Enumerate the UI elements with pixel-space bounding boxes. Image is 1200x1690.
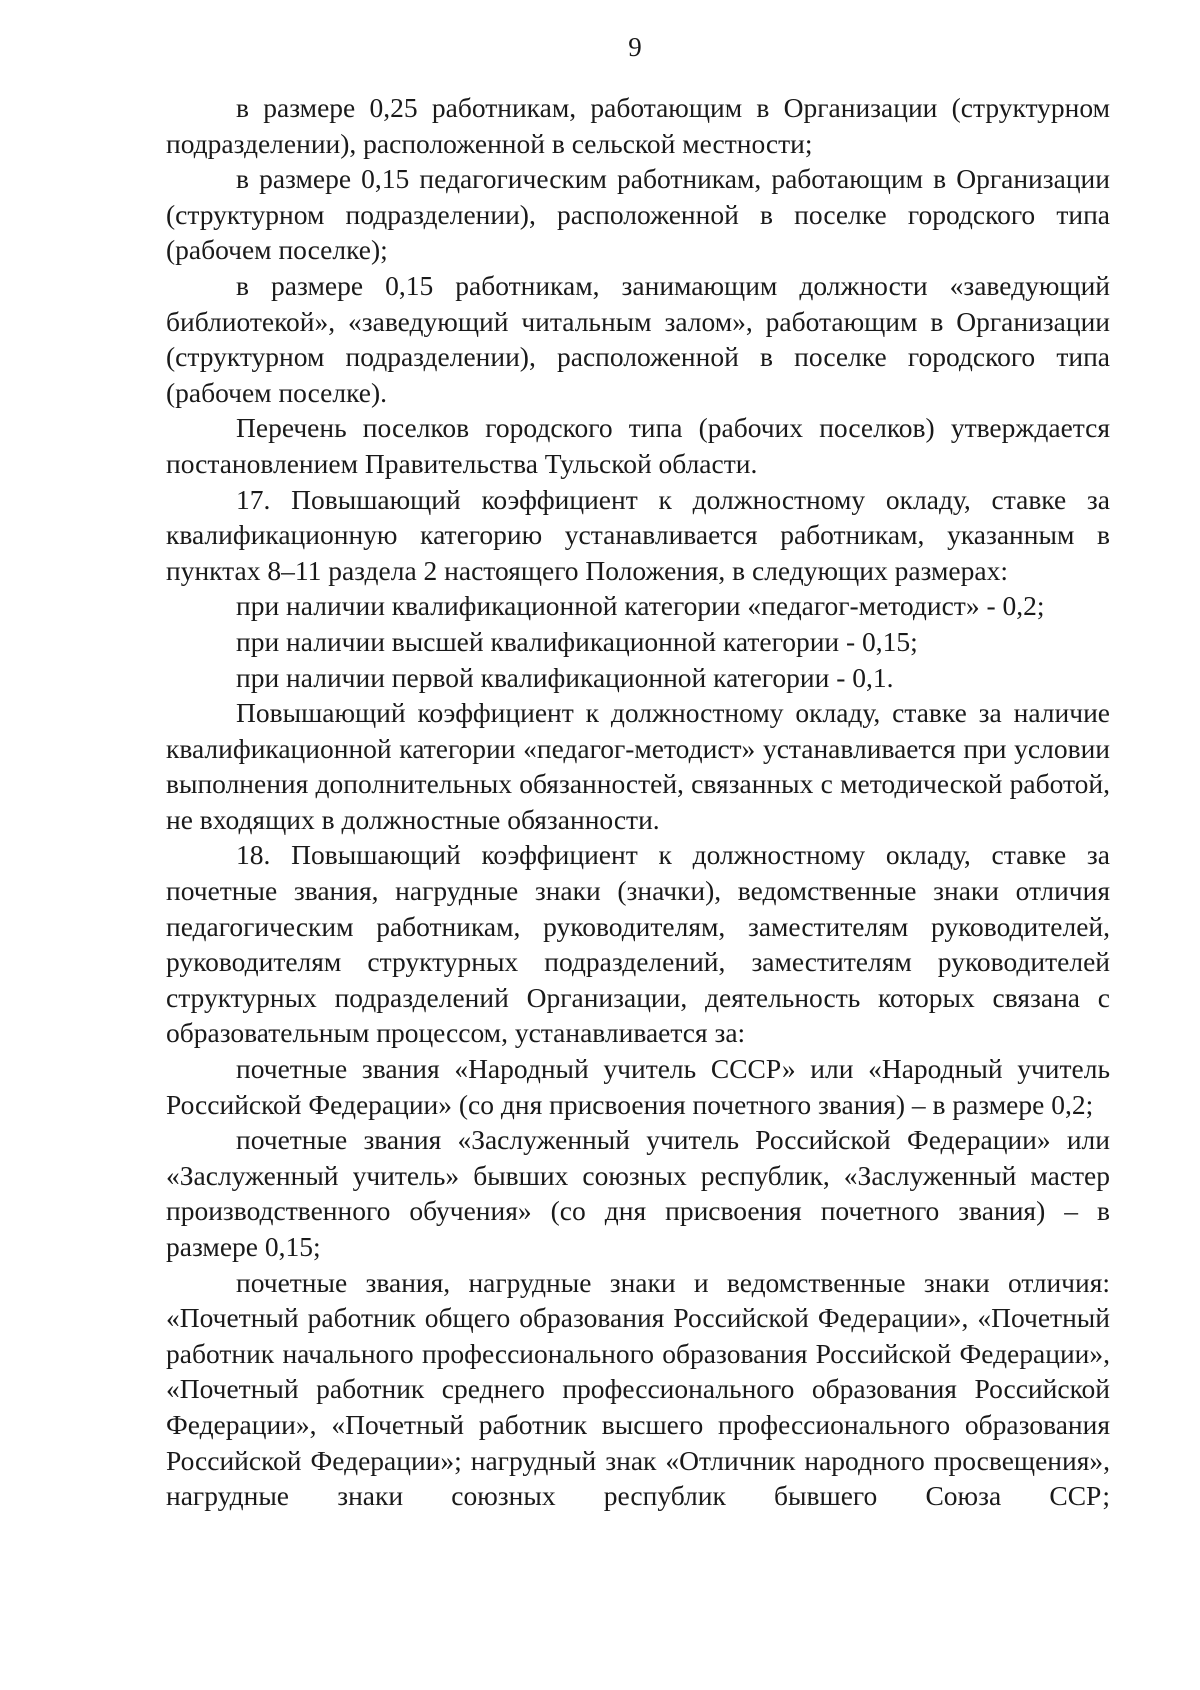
document-body [166, 90, 1110, 1514]
paragraph: в размере 0,15 работникам, занимающим должности «заведующий библиотекой», «заведующий читальным залом», работающим в Организации (структурном подразделении), расположенной в поселке городского типа (рабочем поселке). [166, 269, 1110, 408]
list-item: при наличии высшей квалификационной категории - 0,15; [236, 625, 918, 657]
paragraph: Перечень поселков городского типа (рабочих поселков) утверждается постановлением Правительства Тульской области. [166, 412, 1110, 479]
paragraph-section-17: 17. Повышающий коэффициент к должностному окладу, ставке за квалификационную категорию устанавливается работникам, указанным в пунктах 8–11 раздела 2 настоящего Положения, в следующих размерах: [166, 483, 1110, 586]
paragraph-section-18: 18. Повышающий коэффициент к должностному окладу, ставке за почетные звания, нагрудные знаки (значки), ведомственные знаки отличия педагогическим работникам, руководителям, заместителям руководителей, руководителям структурных подразделений, заместителям руководителей структурных подразделений Организации, деятельность которых связана с образовательным процессом, устанавливается за: [166, 839, 1110, 1049]
paragraph: в размере 0,25 работникам, работающим в Организации (структурном подразделении), расположенной в сельской местности; [166, 92, 1110, 159]
list-item: почетные звания «Народный учитель СССР» или «Народный учитель Российской Федерации» (со дня присвоения почетного звания) – в размере 0,2; [166, 1053, 1110, 1120]
list-item: при наличии квалификационной категории «педагог-методист» - 0,2; [236, 590, 1045, 622]
page-number: 9 [628, 32, 642, 62]
paragraph: Повышающий коэффициент к должностному окладу, ставке за наличие квалификационной категории «педагог-методист» устанавливается при условии выполнения дополнительных обязанностей, связанных с методической работой, не входящих в должностные обязанности. [166, 697, 1110, 835]
paragraph: в размере 0,15 педагогическим работникам, работающим в Организации (структурном подразделении), расположенной в поселке городского типа (рабочем поселке); [166, 163, 1110, 266]
list-item: почетные звания «Заслуженный учитель Российской Федерации» или «Заслуженный учитель» бывших союзных республик, «Заслуженный мастер производственного обучения» (со дня присвоения почетного звания) – в размере 0,15; [166, 1124, 1110, 1262]
list-item: при наличии первой квалификационной категории - 0,1. [236, 661, 894, 693]
list-item: почетные звания, нагрудные знаки и ведомственные знаки отличия: «Почетный работник общего образования Российской Федерации», «Почетный работник начального профессионального образования Российской Федерации», «Почетный работник среднего профессионального образования Российской Федерации», «Почетный работник высшего профессионального образования Российской Федерации»; нагрудный знак «Отличник народного просвещения», нагрудные знаки союзных республик бывшего Союза ССР; [166, 1266, 1110, 1512]
